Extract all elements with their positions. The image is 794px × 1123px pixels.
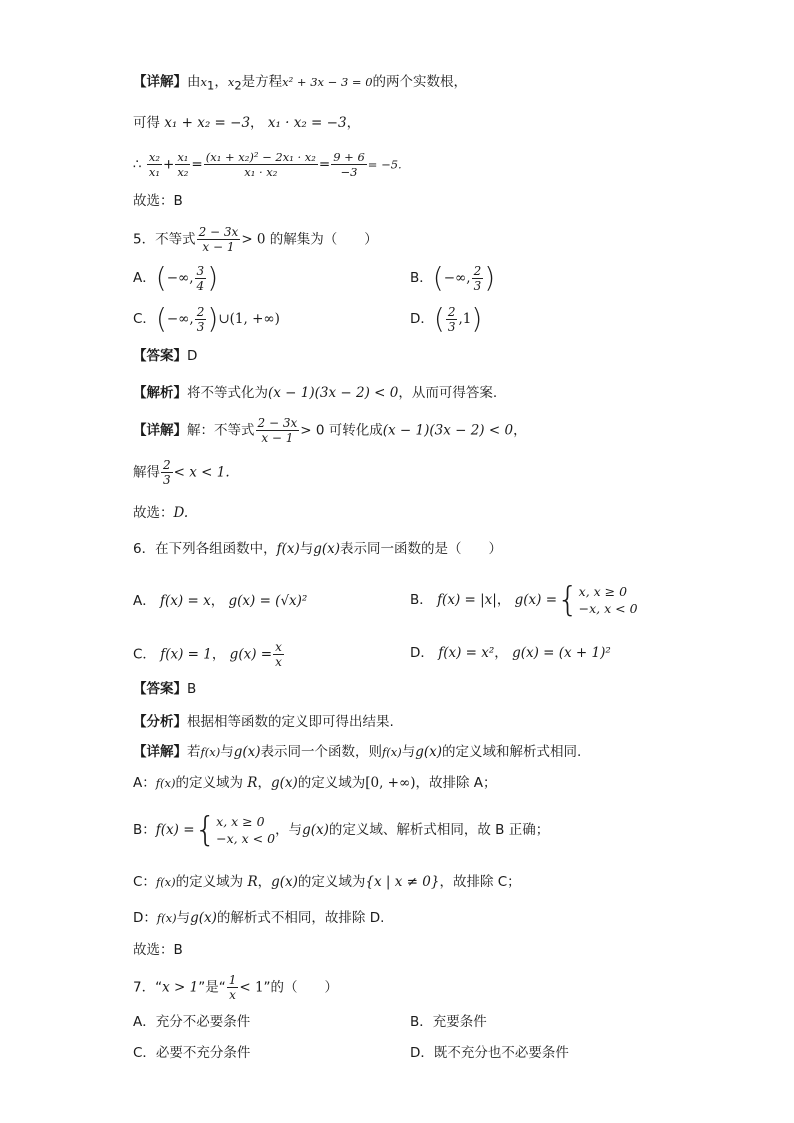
q6-analysis: 【分析】根据相等函数的定义即可得出结果. (133, 714, 394, 730)
q5-detail: 【详解】解：不等式 $\frac{2 - 3x}{x - 1}$ > 0 可转化成(x − 1)(3x − 2) < 0， (133, 416, 527, 445)
q6-stem: 6．在下列各组函数中，f(x)与g(x)表示同一函数的是（ ） (133, 541, 503, 557)
q6-answer: 【答案】B (133, 681, 197, 697)
q4-detail-line2: 可得 x₁ + x₂ = −3， x₁ · x₂ = −3， (133, 115, 361, 131)
q6-line-b: B：f(x) = { x, x ≥ 0 −x, x < 0 ，与g(x)的定义域、解析式相同，故 B 正确； (133, 810, 550, 850)
q7-option-c: C．必要不充分条件 (133, 1045, 251, 1061)
q5-answer: 【答案】D (133, 348, 198, 364)
q4-choice: 故选：B (133, 193, 183, 209)
q5-option-d: D． ( 2 3 ,1 ) (410, 302, 483, 335)
q7-option-d: D．既不充分也不必要条件 (410, 1045, 569, 1061)
q4-detail-line1: 【详解】由$x_1$，$x_2$是方程x² + 3x − 3 = 0的两个实数根， (133, 74, 468, 93)
equation: x₁ · x₂ = −3 (267, 115, 347, 131)
q7-stem: 7．“x > 1”是“ $\frac{1}{x}$ < 1”的（ ） (133, 973, 339, 1002)
q6-line-a: A：f(x)的定义域为 R，g(x)的定义域为[0, +∞)，故排除 A； (133, 775, 497, 791)
q5-solution: 解得 $\frac{2}{3}$ < x < 1. (133, 458, 230, 487)
q5-stem: 5．不等式 $\frac{2 - 3x}{x - 1}$ > 0 的解集为（ ） (133, 225, 378, 254)
q6-choice: 故选：B (133, 942, 183, 958)
q6-option-c: C． f(x) = 1， g(x) = $\frac{x}{x}$ (133, 640, 282, 669)
q6-option-b: B． f(x) = |x|， g(x) = { x, x ≥ 0 −x, x < 0 (410, 580, 638, 620)
q6-option-a: A． f(x) = x， g(x) = (√x)² (133, 593, 308, 609)
q4-detail-line3: ∴ $\frac{\text{x₂}}{\text{x₁}}$ + $\frac{\text{x₁}}{\text{x₂}}$ = $\frac{\text{(x₁ + x₂)² − 2x₁ · x₂}}{\text{x₁ · x₂}}$ = $\frac{9 + 6}{-3}$ = −5. (133, 150, 402, 179)
detail-tag: 【详解】 (133, 74, 187, 90)
q5-choice: 故选：D. (133, 505, 189, 521)
q6-line-d: D：f(x)与g(x)的解析式不相同，故排除 D. (133, 910, 385, 926)
q5-option-b: B． ( −∞, 2 3 ) (410, 261, 496, 294)
q5-option-a: A． ( −∞, 3 4 ) (133, 261, 219, 294)
q6-option-d: D． f(x) = x²， g(x) = (x + 1)² (410, 645, 611, 661)
q7-option-b: B．充要条件 (410, 1014, 487, 1030)
q5-option-c: C． ( −∞, 2 3 ) ∪(1, +∞) (133, 302, 280, 335)
equation: x₁ + x₂ = −3 (164, 115, 251, 131)
q5-analysis: 【解析】将不等式化为(x − 1)(3x − 2) < 0，从而可得答案. (133, 385, 498, 401)
equation: x² + 3x − 3 = 0 (282, 75, 373, 89)
q6-detail: 【详解】若f(x)与g(x)表示同一个函数，则f(x)与g(x)的定义域和解析式相同. (133, 744, 582, 760)
q7-option-a: A．充分不必要条件 (133, 1014, 251, 1030)
q6-line-c: C：f(x)的定义域为 R，g(x)的定义域为{x | x ≠ 0}，故排除 C； (133, 874, 521, 890)
